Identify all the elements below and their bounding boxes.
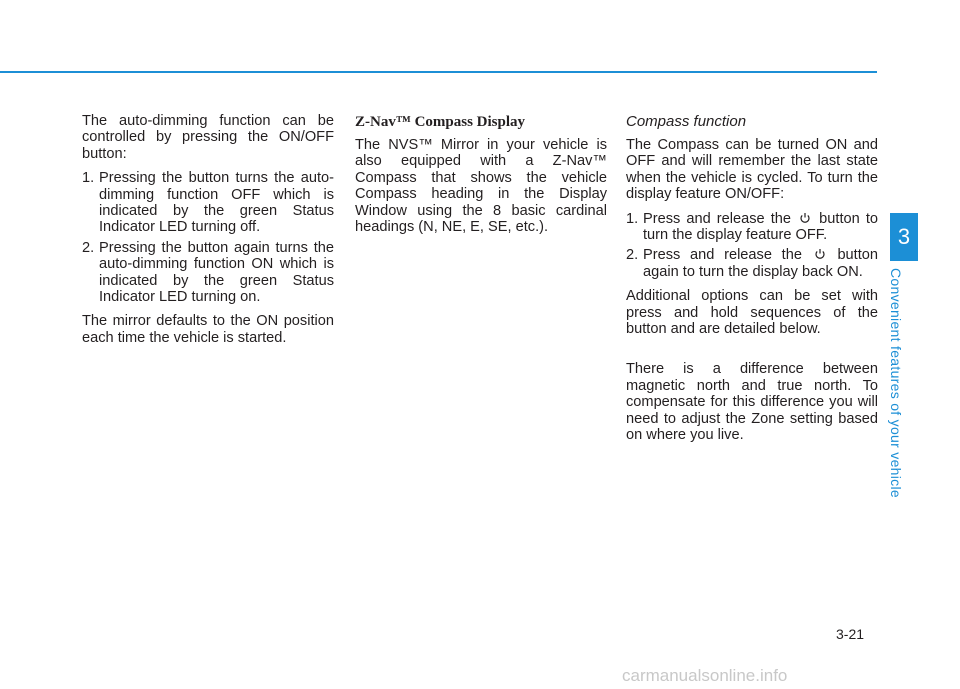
zone-note: There is a difference between magnetic north and true north. To compensate for this difference you will need to adjust the Zone setting based on where you live. [626, 361, 878, 444]
list-item [82, 170, 334, 236]
list-item [626, 211, 878, 244]
additional-options-note: Additional options can be set with press and hold sequences of the button and are detailed below. [626, 288, 878, 338]
column-compass-function [626, 113, 878, 452]
paragraph-gap [626, 345, 878, 361]
chapter-number: 3 [897, 224, 911, 249]
step-number: 1. [82, 170, 95, 187]
znav-body: The NVS™ Mirror in your vehicle is also equipped with a Z-Nav™ Compass that shows the vehicle Compass heading in the Display Window using the 8 basic cardinal headings (N, NE, E, SE, etc.). [355, 137, 607, 236]
power-icon [799, 212, 811, 224]
mirror-default-note: The mirror defaults to the ON position each time the vehicle is started. [82, 313, 334, 346]
compass-intro: The Compass can be turned ON and OFF and will remember the last state when the vehicle is cycled. To turn the display feature ON/OFF: [626, 137, 878, 203]
step-text: Pressing the button again turns the auto-dimming function ON which is indicated by the green Status Indicator LED turning on. [99, 239, 334, 306]
compass-function-heading: Compass function [626, 113, 747, 130]
column-znav [355, 113, 607, 243]
step-text-before: Press and release the [643, 247, 802, 264]
list-item [626, 247, 878, 280]
step-text: Pressing the button turns the auto-dimming function OFF which is indicated by the green Status Indicator LED turning off. [99, 170, 334, 236]
auto-dimming-steps [82, 170, 334, 305]
auto-dimming-intro: The auto-dimming function can be controlled by pressing the ON/OFF button: [82, 113, 334, 162]
compass-steps [626, 211, 878, 281]
chapter-title-text: Convenient features of your vehicle [888, 268, 904, 498]
znav-heading: Z-Nav™ Compass Display [355, 114, 526, 130]
page-number: 3-21 [836, 626, 865, 642]
power-icon [814, 248, 826, 260]
step-number: 2. [82, 239, 95, 256]
step-text-before: Press and release the [643, 210, 792, 227]
column-auto-dimming [82, 113, 334, 354]
step-number: 1. [626, 210, 639, 227]
chapter-tab [890, 213, 918, 261]
step-text-after: button again to turn the display back ON. [643, 247, 879, 280]
step-number: 2. [626, 247, 639, 264]
step-text-after: button to turn the display feature OFF. [643, 210, 878, 244]
list-item [82, 240, 334, 306]
watermark: carmanualsonline.info [622, 666, 788, 685]
top-rule [0, 71, 877, 73]
